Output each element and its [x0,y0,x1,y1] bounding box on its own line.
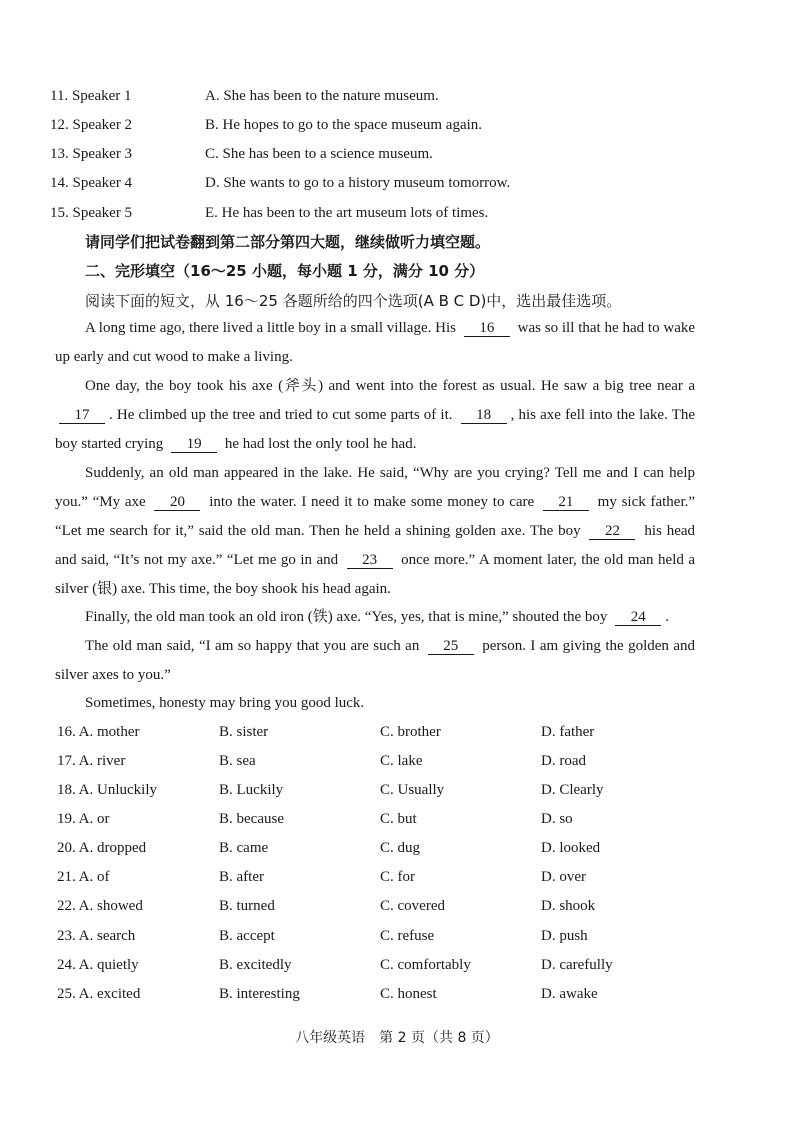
passage-paragraph: A long time ago, there lived a little boy in a small village. His 16 was so ill that he had to wake up early and cut wood to make a living. [55,320,696,365]
option-b: B. excitedly [219,957,292,973]
option-b: B. accept [219,928,275,944]
option-b: B. interesting [219,986,300,1002]
option-a: 23. A. search [57,928,136,944]
option-b: B. sea [219,753,256,769]
matching-option: E. He has been to the art museum lots of times. [205,205,489,221]
option-b: B. sister [219,724,269,740]
blank-25: 25 [428,638,474,655]
speaker-label: 15. Speaker 5 [50,205,133,221]
blank-16: 16 [464,320,510,337]
option-d: D. father [541,724,595,740]
blank-23: 23 [347,552,393,569]
blank-20: 20 [154,494,200,511]
option-b: B. came [219,840,269,856]
option-a: 25. A. excited [57,986,141,1002]
passage-paragraph: The old man said, “I am so happy that you are such an 25 person. I am giving the golden and silver axes to you.” [55,638,696,683]
option-b: B. because [219,811,284,827]
blank-19: 19 [171,436,217,453]
matching-option: D. She wants to go to a history museum tomorrow. [205,175,511,191]
speaker-label: 14. Speaker 4 [50,175,133,191]
passage-paragraph: Suddenly, an old man appeared in the lake. He said, “Why are you crying? Tell me and I can help you.” “My axe 20 into the water. I need it to make some money to care 21 my sick father.” “Let me search for it,” said the old man. Then he held a shining golden axe. The boy 22 his head and said, “It’s not my axe.” “Let me go in and 23 once more.” A moment later, the old man held a silver (银) axe. This time, the boy shook his head again. [55,465,696,597]
section-title: 二、完形填空（16～25 小题，每小题 1 分，满分 10 分） [85,262,485,280]
blank-22: 22 [589,523,635,540]
option-b: B. Luckily [219,782,284,798]
option-a: 21. A. of [57,869,110,885]
speaker-label: 11. Speaker 1 [50,88,132,104]
option-c: C. dug [380,840,421,856]
blank-24: 24 [615,609,661,626]
blank-17: 17 [59,407,105,424]
option-c: C. lake [380,753,423,769]
option-c: C. covered [380,898,445,914]
option-c: C. for [380,869,415,885]
option-d: D. road [541,753,586,769]
option-a: 17. A. river [57,753,126,769]
option-c: C. comfortably [380,957,471,973]
option-b: B. after [219,869,264,885]
matching-option: B. He hopes to go to the space museum again. [205,117,483,133]
option-d: D. awake [541,986,598,1002]
option-d: D. looked [541,840,601,856]
option-d: D. over [541,869,586,885]
passage-paragraph: Sometimes, honesty may bring you good luck. [85,695,365,711]
option-c: C. Usually [380,782,445,798]
option-a: 19. A. or [57,811,110,827]
option-a: 18. A. Unluckily [57,782,157,798]
option-c: C. but [380,811,417,827]
option-a: 20. A. dropped [57,840,147,856]
option-d: D. shook [541,898,596,914]
option-a: 22. A. showed [57,898,143,914]
matching-option: C. She has been to a science museum. [205,146,433,162]
option-a: 16. A. mother [57,724,140,740]
blank-21: 21 [543,494,589,511]
matching-option: A. She has been to the nature museum. [205,88,439,104]
passage-paragraph: Finally, the old man took an old iron (铁) axe. “Yes, yes, that is mine,” shouted the boy 24 . [85,609,669,625]
instruction-text: 阅读下面的短文，从 16～25 各题所给的四个选项(A B C D)中，选出最佳选项。 [85,292,622,310]
option-b: B. turned [219,898,275,914]
option-c: C. refuse [380,928,435,944]
option-d: D. so [541,811,573,827]
passage-paragraph: One day, the boy took his axe (斧头) and went into the forest as usual. He saw a big tree near a 17 . He climbed up the tree and tried to cut some parts of it. 18 , his axe fell into the lake. The boy started crying 19 he had lost the only tool he had. [55,378,695,452]
notice-text: 请同学们把试卷翻到第二部分第四大题，继续做听力填空题。 [85,233,491,251]
option-d: D. carefully [541,957,613,973]
option-d: D. push [541,928,588,944]
blank-18: 18 [461,407,507,424]
speaker-label: 13. Speaker 3 [50,146,133,162]
option-c: C. brother [380,724,441,740]
option-a: 24. A. quietly [57,957,139,973]
page-footer: 八年级英语 第 2 页（共 8 页） [295,1030,499,1046]
speaker-label: 12. Speaker 2 [50,117,133,133]
option-c: C. honest [380,986,437,1002]
option-d: D. Clearly [541,782,604,798]
